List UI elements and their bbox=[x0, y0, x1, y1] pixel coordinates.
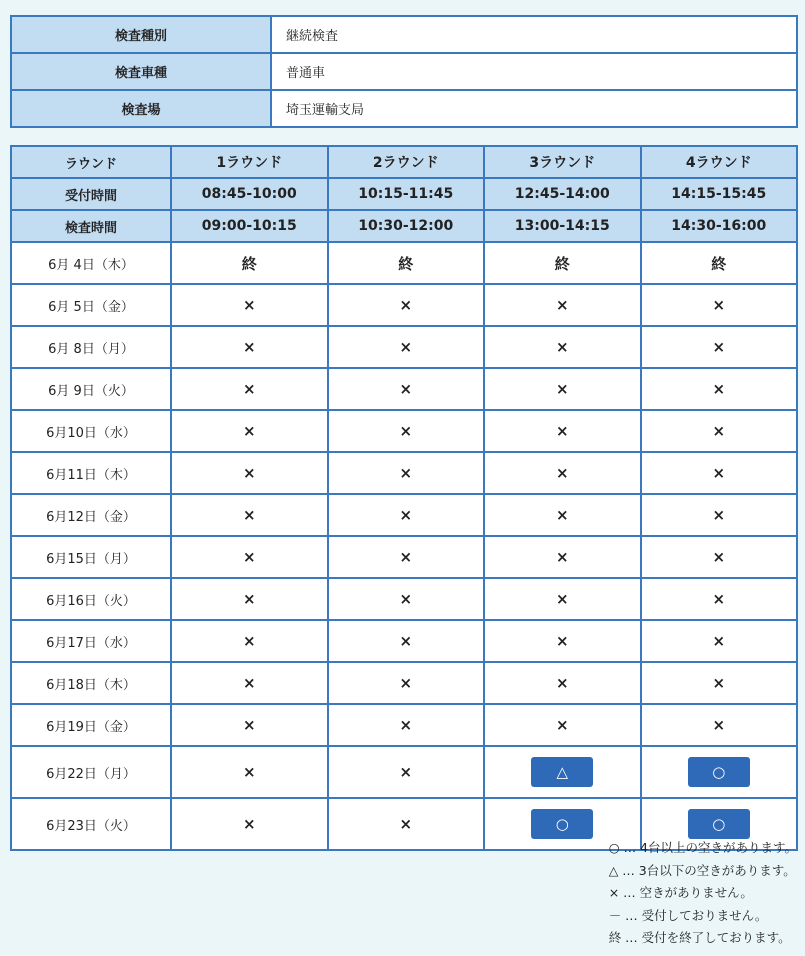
slot-full-mark: × bbox=[712, 422, 726, 440]
info-value-location: 埼玉運輸支局 bbox=[271, 90, 797, 127]
legend-item: － … 受付しておりません。 bbox=[608, 907, 768, 923]
slot-cell bbox=[641, 410, 798, 452]
slot-cell bbox=[641, 746, 798, 798]
slot-cell bbox=[328, 284, 485, 326]
slot-full-mark: × bbox=[242, 590, 256, 608]
slot-full-mark: × bbox=[399, 296, 413, 314]
info-label-type: 検査種別 bbox=[11, 16, 271, 53]
slot-cell bbox=[484, 242, 641, 284]
info-row-location bbox=[11, 90, 797, 127]
slot-full-mark: × bbox=[399, 590, 413, 608]
reception-time-row bbox=[11, 178, 797, 210]
slot-full-mark: × bbox=[555, 506, 569, 524]
schedule-row bbox=[11, 536, 797, 578]
round-label: 1ラウンド bbox=[171, 146, 328, 178]
slot-cell bbox=[641, 536, 798, 578]
slot-full-mark: × bbox=[712, 674, 726, 692]
slot-cell bbox=[171, 798, 328, 850]
slot-full-mark: × bbox=[399, 464, 413, 482]
slot-full-mark: × bbox=[712, 380, 726, 398]
slot-cell bbox=[328, 368, 485, 410]
info-row-vehicle bbox=[11, 53, 797, 90]
slot-full-mark: × bbox=[242, 815, 256, 833]
schedule-row bbox=[11, 494, 797, 536]
slot-cell bbox=[641, 242, 798, 284]
schedule-row bbox=[11, 326, 797, 368]
schedule-date: 6月22日（月） bbox=[11, 746, 171, 798]
slot-cell bbox=[641, 368, 798, 410]
slot-cell bbox=[328, 798, 485, 850]
slot-cell bbox=[641, 620, 798, 662]
slot-full-mark: × bbox=[399, 422, 413, 440]
slot-cell bbox=[484, 368, 641, 410]
slot-cell bbox=[171, 746, 328, 798]
slot-cell bbox=[484, 326, 641, 368]
schedule-date: 6月 5日（金） bbox=[11, 284, 171, 326]
inspection-time: 13:00-14:15 bbox=[484, 210, 641, 242]
round-label: 4ラウンド bbox=[641, 146, 798, 178]
slot-full-mark: × bbox=[242, 716, 256, 734]
slot-full-mark: × bbox=[399, 815, 413, 833]
slot-full-mark: × bbox=[242, 296, 256, 314]
slot-cell bbox=[171, 578, 328, 620]
slot-cell bbox=[328, 746, 485, 798]
schedule-row bbox=[11, 704, 797, 746]
slot-cell bbox=[484, 620, 641, 662]
schedule-date: 6月19日（金） bbox=[11, 704, 171, 746]
slot-cell bbox=[641, 662, 798, 704]
slot-cell bbox=[328, 620, 485, 662]
slot-cell bbox=[328, 662, 485, 704]
slot-cell bbox=[171, 284, 328, 326]
slot-cell bbox=[171, 242, 328, 284]
slot-cell bbox=[641, 704, 798, 746]
slot-cell bbox=[171, 704, 328, 746]
schedule-row bbox=[11, 452, 797, 494]
schedule-date: 6月12日（金） bbox=[11, 494, 171, 536]
slot-full-mark: × bbox=[399, 380, 413, 398]
info-label-location: 検査場 bbox=[11, 90, 271, 127]
inspection-time: 14:30-16:00 bbox=[641, 210, 798, 242]
slot-cell bbox=[641, 452, 798, 494]
slot-full-mark: × bbox=[555, 296, 569, 314]
slot-full-mark: × bbox=[242, 338, 256, 356]
availability-legend bbox=[609, 837, 797, 950]
schedule-date: 6月 8日（月） bbox=[11, 326, 171, 368]
slot-cell bbox=[641, 284, 798, 326]
slot-cell bbox=[484, 536, 641, 578]
info-value-vehicle: 普通車 bbox=[271, 53, 797, 90]
inspection-time: 10:30-12:00 bbox=[328, 210, 485, 242]
slot-full-mark: × bbox=[399, 763, 413, 781]
schedule-date: 6月17日（水） bbox=[11, 620, 171, 662]
reception-time: 08:45-10:00 bbox=[171, 178, 328, 210]
schedule-row bbox=[11, 620, 797, 662]
slot-full-mark: × bbox=[555, 590, 569, 608]
slot-cell bbox=[484, 746, 641, 798]
slot-full-mark: × bbox=[399, 338, 413, 356]
round-label: 3ラウンド bbox=[484, 146, 641, 178]
legend-item: 終 … 受付を終了しております。 bbox=[608, 930, 791, 945]
slot-cell bbox=[484, 494, 641, 536]
slot-cell bbox=[328, 494, 485, 536]
slot-full-mark: × bbox=[555, 674, 569, 692]
schedule-date: 6月16日（火） bbox=[11, 578, 171, 620]
slot-full-mark: × bbox=[712, 548, 726, 566]
schedule-date: 6月 9日（火） bbox=[11, 368, 171, 410]
reservation-schedule-table bbox=[10, 145, 798, 851]
slot-full-mark: × bbox=[712, 338, 726, 356]
slot-cell bbox=[328, 242, 485, 284]
slot-full-mark: × bbox=[555, 380, 569, 398]
slot-cell bbox=[171, 494, 328, 536]
slot-full-mark: × bbox=[712, 464, 726, 482]
legend-item: ○ … 4台以上の空きがあります。 bbox=[608, 840, 797, 855]
slot-full-mark: × bbox=[242, 380, 256, 398]
schedule-date: 6月11日（木） bbox=[11, 452, 171, 494]
info-label-vehicle: 検査車種 bbox=[11, 53, 271, 90]
slot-cell bbox=[484, 452, 641, 494]
legend-item: △ … 3台以下の空きがあります。 bbox=[608, 862, 796, 878]
schedule-row bbox=[11, 578, 797, 620]
slot-cell bbox=[641, 326, 798, 368]
slot-cell bbox=[328, 326, 485, 368]
slot-full-mark: × bbox=[555, 464, 569, 482]
slot-closed-mark: 終 bbox=[241, 254, 257, 273]
info-row-type bbox=[11, 16, 797, 53]
schedule-row bbox=[11, 410, 797, 452]
info-value-type: 継続検査 bbox=[271, 16, 797, 53]
slot-full-mark: × bbox=[399, 674, 413, 692]
round-header-row bbox=[11, 146, 797, 178]
schedule-date: 6月18日（木） bbox=[11, 662, 171, 704]
slot-cell bbox=[171, 326, 328, 368]
slot-cell bbox=[171, 452, 328, 494]
round-column-header: ラウンド bbox=[11, 146, 171, 178]
slot-full-mark: × bbox=[242, 464, 256, 482]
slot-cell bbox=[484, 284, 641, 326]
slot-cell bbox=[171, 536, 328, 578]
schedule-row bbox=[11, 368, 797, 410]
slot-full-mark: × bbox=[399, 632, 413, 650]
slot-cell bbox=[484, 410, 641, 452]
slot-full-mark: × bbox=[242, 763, 256, 781]
slot-full-mark: × bbox=[712, 716, 726, 734]
slot-full-mark: × bbox=[712, 296, 726, 314]
slot-cell bbox=[328, 452, 485, 494]
slot-available-button[interactable]: ○ bbox=[688, 809, 750, 839]
schedule-date: 6月 4日（木） bbox=[11, 242, 171, 284]
slot-full-mark: × bbox=[242, 506, 256, 524]
reception-time: 12:45-14:00 bbox=[484, 178, 641, 210]
slot-full-mark: × bbox=[712, 506, 726, 524]
slot-full-mark: × bbox=[242, 422, 256, 440]
slot-full-mark: × bbox=[399, 548, 413, 566]
slot-full-mark: × bbox=[555, 632, 569, 650]
slot-cell bbox=[328, 578, 485, 620]
schedule-row bbox=[11, 746, 797, 798]
reception-time-header: 受付時間 bbox=[11, 178, 171, 210]
slot-cell bbox=[171, 368, 328, 410]
slot-cell bbox=[328, 536, 485, 578]
slot-cell bbox=[328, 410, 485, 452]
slot-full-mark: × bbox=[242, 548, 256, 566]
slot-limited-button[interactable]: △ bbox=[531, 757, 593, 787]
slot-cell bbox=[641, 578, 798, 620]
slot-full-mark: × bbox=[712, 590, 726, 608]
slot-closed-mark: 終 bbox=[398, 254, 414, 273]
schedule-date: 6月23日（火） bbox=[11, 798, 171, 850]
inspection-time-row bbox=[11, 210, 797, 242]
slot-cell bbox=[484, 704, 641, 746]
slot-cell bbox=[171, 620, 328, 662]
slot-full-mark: × bbox=[555, 548, 569, 566]
round-label: 2ラウンド bbox=[328, 146, 485, 178]
schedule-row bbox=[11, 284, 797, 326]
slot-full-mark: × bbox=[242, 674, 256, 692]
schedule-date: 6月10日（水） bbox=[11, 410, 171, 452]
slot-available-button[interactable]: ○ bbox=[688, 757, 750, 787]
slot-cell bbox=[171, 662, 328, 704]
inspection-time-header: 検査時間 bbox=[11, 210, 171, 242]
slot-full-mark: × bbox=[555, 716, 569, 734]
slot-cell bbox=[171, 410, 328, 452]
schedule-row bbox=[11, 242, 797, 284]
slot-cell bbox=[328, 704, 485, 746]
slot-cell bbox=[484, 662, 641, 704]
slot-full-mark: × bbox=[555, 422, 569, 440]
slot-full-mark: × bbox=[399, 716, 413, 734]
slot-available-button[interactable]: ○ bbox=[531, 809, 593, 839]
legend-item: × … 空きがありません。 bbox=[608, 885, 753, 900]
inspection-time: 09:00-10:15 bbox=[171, 210, 328, 242]
inspection-info-table bbox=[10, 15, 798, 128]
slot-closed-mark: 終 bbox=[554, 254, 570, 273]
slot-full-mark: × bbox=[242, 632, 256, 650]
reception-time: 10:15-11:45 bbox=[328, 178, 485, 210]
schedule-row bbox=[11, 662, 797, 704]
slot-full-mark: × bbox=[399, 506, 413, 524]
slot-full-mark: × bbox=[555, 338, 569, 356]
schedule-date: 6月15日（月） bbox=[11, 536, 171, 578]
slot-cell bbox=[641, 494, 798, 536]
slot-full-mark: × bbox=[712, 632, 726, 650]
slot-cell bbox=[484, 578, 641, 620]
slot-closed-mark: 終 bbox=[711, 254, 727, 273]
reception-time: 14:15-15:45 bbox=[641, 178, 798, 210]
